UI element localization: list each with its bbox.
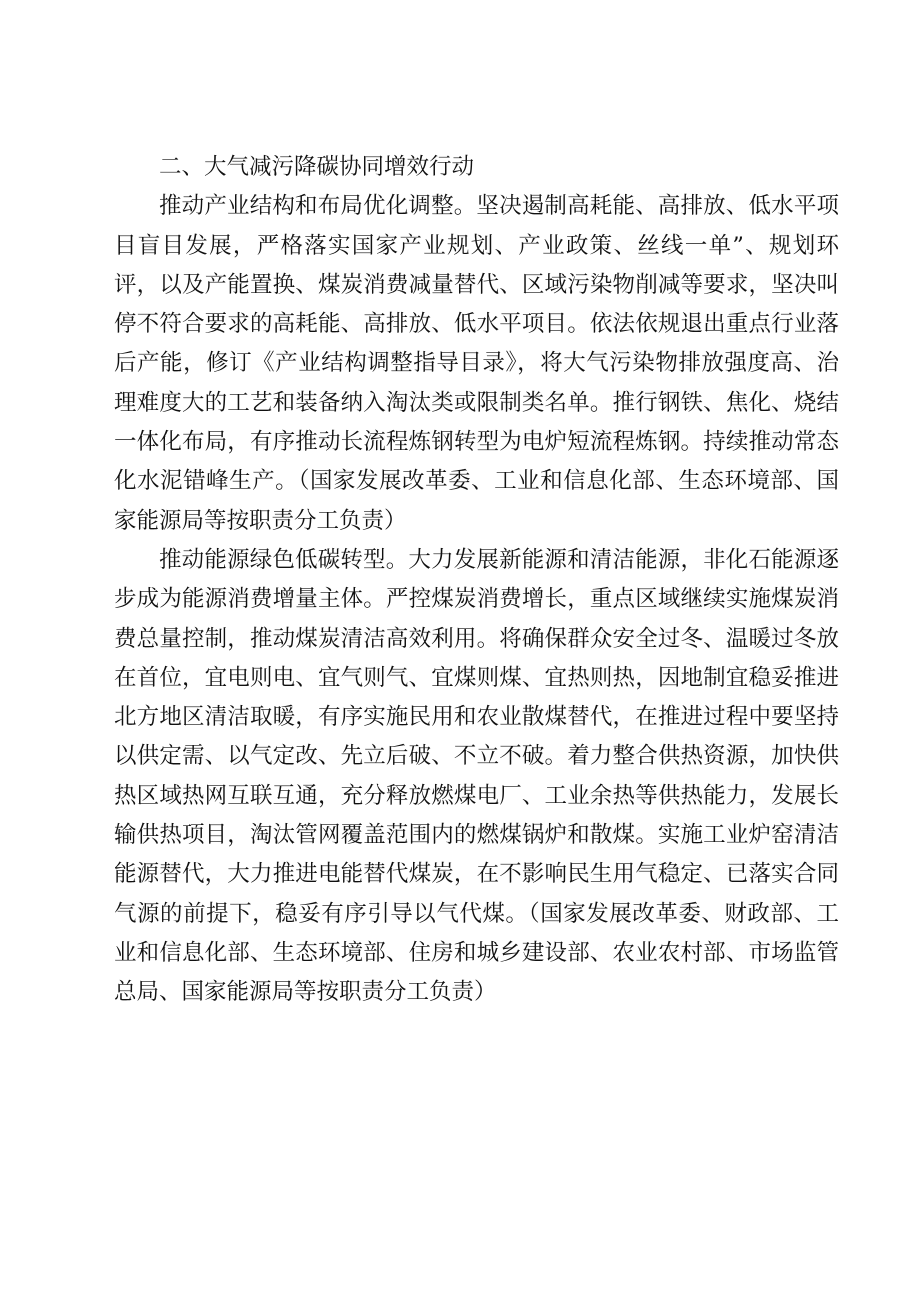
paragraph-industrial-structure: 推动产业结构和布局优化调整。坚决遏制高耗能、高排放、低水平项目盲目发展，严格落实国家产业规划、产业政策、丝线一单”、规划环评，以及产能置换、煤炭消费减量替代、区域污染物削减等要求，坚决叫停不符合要求的高耗能、高排放、低水平项目。依法依规退出重点行业落后产能，修订《产业结构调整指导目录》，将大气污染物排放强度高、治理难度大的工艺和装备纳入淘汰类或限制类名单。推行钢铁、焦化、烧结一体化布局，有序推动长流程炼钢转型为电炉短流程炼钢。持续推动常态化水泥错峰生产。（国家发展改革委、工业和信息化部、生态环境部、国家能源局等按职责分工负责） (114, 193, 839, 534)
section-heading: 二、大气减污降碳协同增效行动 (159, 154, 475, 180)
paragraph-energy-transition: 推动能源绿色低碳转型。大力发展新能源和清洁能源，非化石能源逐步成为能源消费增量主体。严控煤炭消费增长，重点区域继续实施煤炭消费总量控制，推动煤炭清洁高效利用。将确保群众安全过冬、温暖过冬放在首位，宜电则电、宜气则气、宜煤则煤、宜热则热，因地制宜稳妥推进北方地区清洁取暖，有序实施民用和农业散煤替代，在推进过程中要坚持以供定需、以气定改、先立后破、不立不破。着力整合供热资源，加快供热区域热网互联互通，充分释放燃煤电厂、工业余热等供热能力，发展长输供热项目，淘汰管网覆盖范围内的燃煤锅炉和散煤。实施工业炉窑清洁能源替代，大力推进电能替代煤炭，在不影响民生用气稳定、已落实合同气源的前提下，稳妥有序引导以气代煤。（国家发展改革委、财政部、工业和信息化部、生态环境部、住房和城乡建设部、农业农村部、市场监管总局、国家能源局等按职责分工负责） (114, 546, 839, 1006)
document-body (114, 148, 839, 1013)
